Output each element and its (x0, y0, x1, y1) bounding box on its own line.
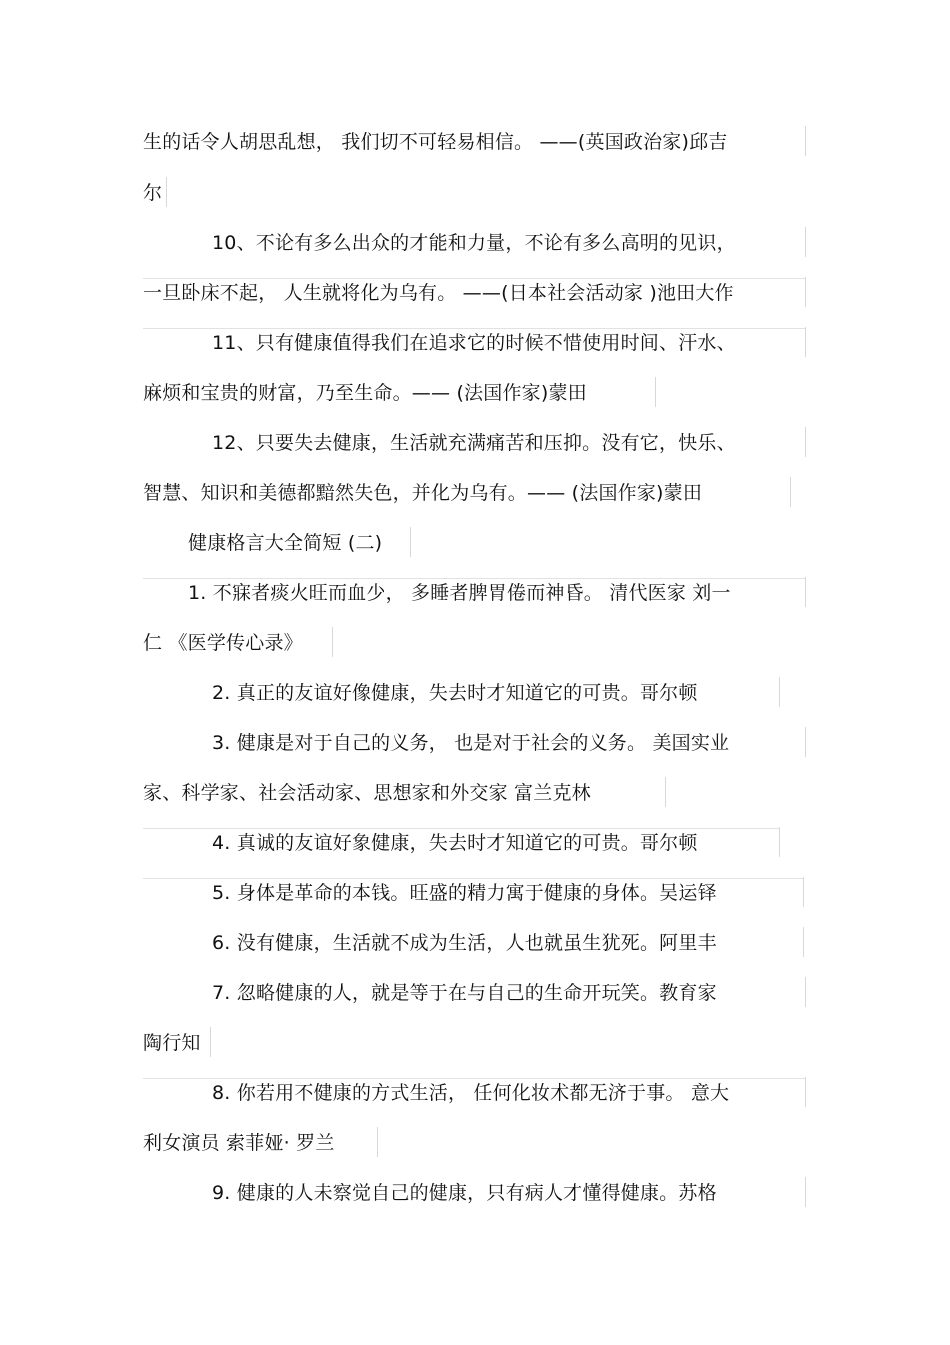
line-end-marker (805, 577, 806, 607)
text-line-14: 家、科学家、社会活动家、思想家和外交家 富兰克林 (143, 782, 591, 804)
line-end-marker (210, 1027, 211, 1057)
line-end-marker (655, 377, 656, 407)
line-end-marker (805, 427, 806, 457)
text-line-13: 3. 健康是对于自己的义务， 也是对于社会的义务。 美国实业 (212, 732, 730, 754)
section-heading: 健康格言大全简短 (二) (188, 532, 383, 554)
line-end-marker (805, 327, 806, 357)
line-end-marker (805, 1177, 806, 1207)
line-top-rule (143, 328, 805, 329)
text-line-16: 5. 身体是革命的本钱。旺盛的精力寓于健康的身体。吴运铎 (212, 882, 717, 904)
text-line-21: 利女演员 索菲娅· 罗兰 (143, 1132, 335, 1154)
line-end-marker (805, 1077, 806, 1107)
line-end-marker (805, 977, 806, 1007)
line-top-rule (143, 878, 803, 879)
text-line-18: 7. 忽略健康的人，就是等于在与自己的生命开玩笑。教育家 (212, 982, 717, 1004)
text-line-15: 4. 真诚的友谊好象健康，失去时才知道它的可贵。哥尔顿 (212, 832, 698, 854)
line-end-marker (790, 477, 791, 507)
line-top-rule (143, 278, 805, 279)
line-top-rule (143, 578, 805, 579)
text-line-1: 生的话令人胡思乱想， 我们切不可轻易相信。 ——(英国政治家)邱吉 (143, 131, 728, 153)
text-line-12: 2. 真正的友谊好像健康，失去时才知道它的可贵。哥尔顿 (212, 682, 698, 704)
line-end-marker (805, 727, 806, 757)
line-end-marker (779, 827, 780, 857)
line-end-marker (377, 1127, 378, 1157)
text-line-17: 6. 没有健康，生活就不成为生活，人也就虽生犹死。阿里丰 (212, 932, 717, 954)
text-line-5: 11、只有健康值得我们在追求它的时候不惜使用时间、汗水、 (212, 332, 736, 354)
text-line-22: 9. 健康的人未察觉自己的健康，只有病人才懂得健康。苏格 (212, 1182, 717, 1204)
line-end-marker (803, 877, 804, 907)
text-line-11: 仁 《医学传心录》 (143, 632, 303, 654)
line-top-rule (143, 828, 779, 829)
line-end-marker (410, 527, 411, 557)
text-line-7: 12、只要失去健康，生活就充满痛苦和压抑。没有它，快乐、 (212, 432, 736, 454)
text-line-3: 10、不论有多么出众的才能和力量，不论有多么高明的见识， (212, 232, 736, 254)
text-line-20: 8. 你若用不健康的方式生活， 任何化妆术都无济于事。 意大 (212, 1082, 730, 1104)
text-line-8: 智慧、知识和美德都黯然失色，并化为乌有。—— (法国作家)蒙田 (143, 482, 703, 504)
text-line-10: 1. 不寐者痰火旺而血少， 多睡者脾胃倦而神昏。 清代医家 刘一 (188, 582, 731, 604)
text-line-2: 尔 (143, 182, 163, 204)
text-line-6: 麻烦和宝贵的财富，乃至生命。—— (法国作家)蒙田 (143, 382, 587, 404)
line-end-marker (805, 277, 806, 307)
line-end-marker (779, 677, 780, 707)
line-end-marker (166, 177, 167, 207)
text-line-4: 一旦卧床不起， 人生就将化为乌有。 ——(日本社会活动家 )池田大作 (143, 282, 734, 304)
line-end-marker (803, 927, 804, 957)
line-end-marker (332, 627, 333, 657)
text-line-19: 陶行知 (143, 1032, 201, 1054)
line-top-rule (143, 1078, 805, 1079)
line-end-marker (805, 126, 806, 156)
line-end-marker (805, 227, 806, 257)
line-end-marker (665, 777, 666, 807)
